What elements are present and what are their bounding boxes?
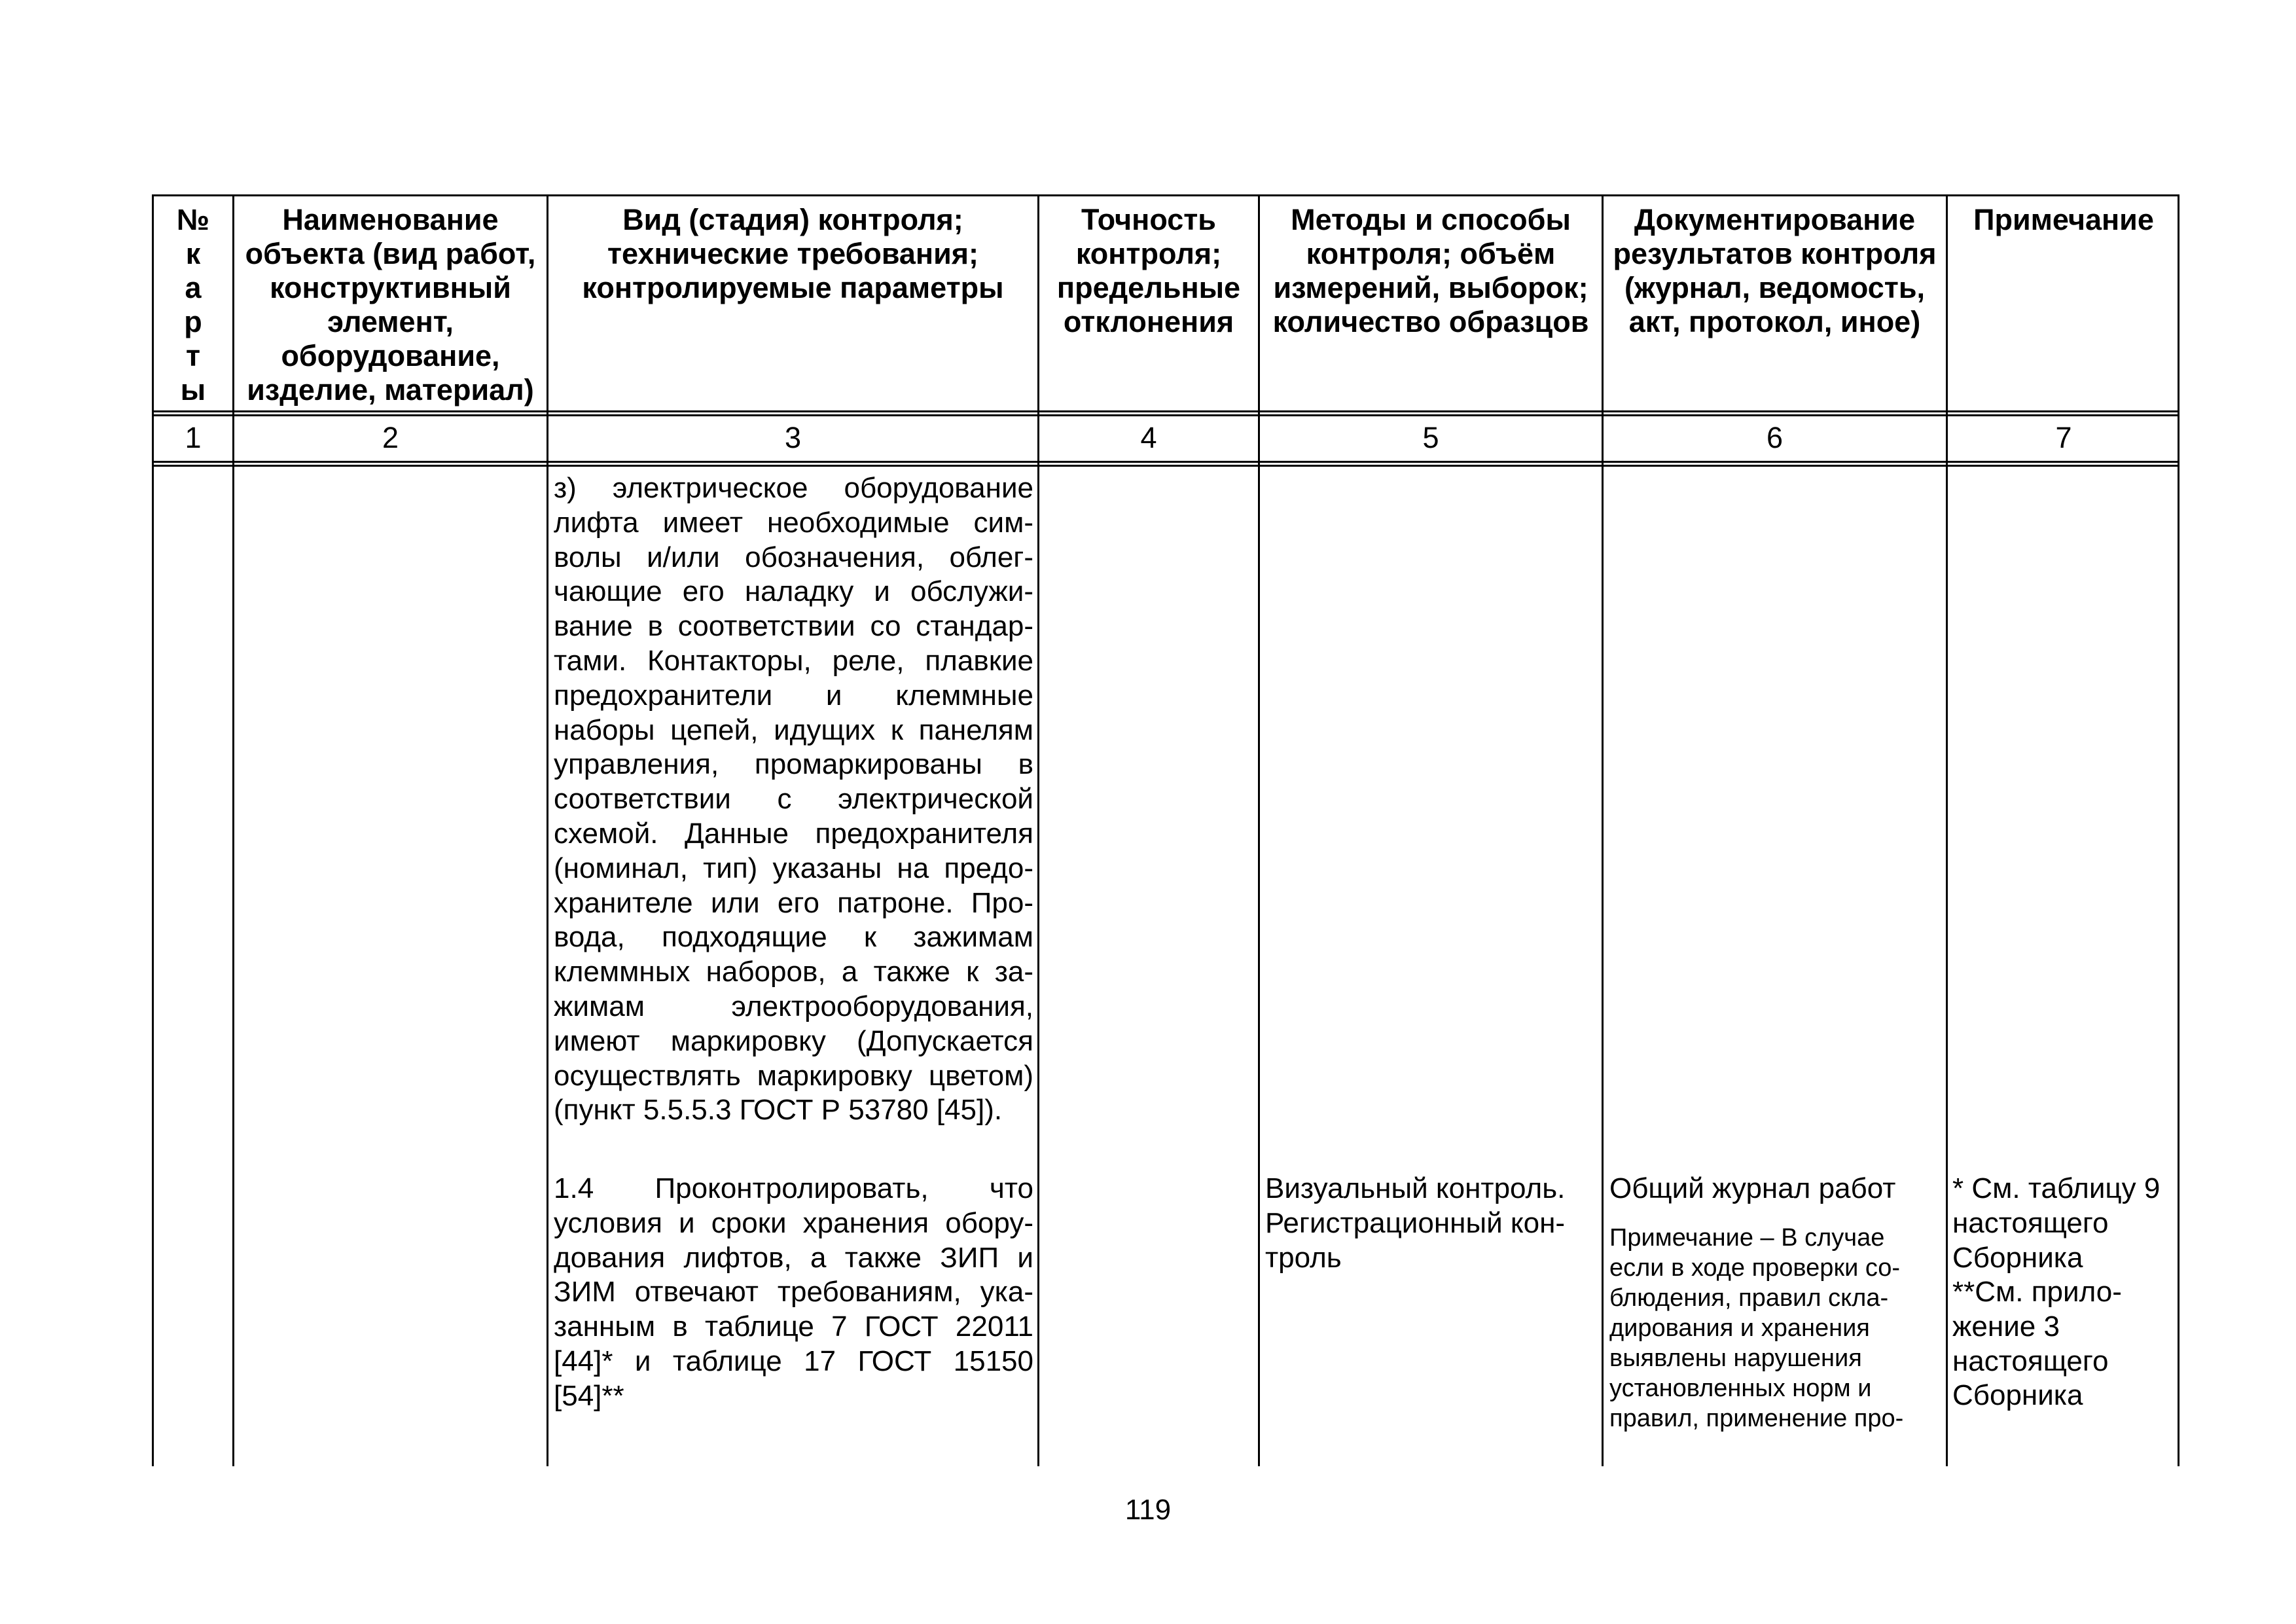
documentation-note: Примечание – В случае если в ходе проверки соблюдения, правил складирования и хранения выявлены нарушения установленных норм и правил, применение про- xyxy=(1609,1224,1904,1432)
header-note: Примечание xyxy=(1973,203,2154,236)
header-documentation: Документирование результатов контроля (журнал, ведомость, акт, протокол, иное) xyxy=(1613,203,1937,338)
column-number: 6 xyxy=(1766,421,1784,454)
header-methods: Методы и способы контроля; объём измерений, выборок; количество образцов xyxy=(1272,203,1589,338)
column-number: 2 xyxy=(382,421,399,454)
column-number: 1 xyxy=(185,421,202,454)
column-number: 3 xyxy=(784,421,802,454)
numbers-bottom-double-line xyxy=(154,461,2178,463)
col-divider xyxy=(1037,196,1039,1466)
control-method: Визуальный контроль. Регистрационный контроль xyxy=(1265,1172,1566,1274)
header-bottom-double-line xyxy=(154,410,2178,412)
column-number: 7 xyxy=(2055,421,2072,454)
requirement-paragraph-z: з) электрическое оборудование лифта имеет необходимые символы и/или обозначения, облегчающие его наладку и обслуживание в соответствии со стандартами. Контакторы, реле, плавкие предохранители и клеммные наборы цепей, идущих к панелям управления, промаркированы в соответствии с электрической схемой. Данные предохранителя (номинал, тип) указаны на предохранителе или его патроне. Провода, подходящие к зажимам клеммных наборов, а также к зажимам электрооборудования, имеют маркировку (Допускается осуществлять маркировку цветом) (пункт 5.5.5.3 ГОСТ Р 53780 [45]). xyxy=(554,472,1033,1127)
col-divider xyxy=(547,196,548,1466)
col-divider xyxy=(1602,196,1604,1466)
numbers-bottom-double-line xyxy=(154,465,2178,467)
col-divider xyxy=(1258,196,1260,1466)
requirement-paragraph-1-4: 1.4 Проконтролировать, что условия и сроки хранения оборудования лифтов, а также ЗИП и ЗИМ отвечают требованиям, указанным в таблице 7 ГОСТ 22011 [44]* и таблице 17 ГОСТ 15150 [54]** xyxy=(554,1172,1033,1412)
header-card-number: № к а р т ы xyxy=(176,203,210,406)
documentation-journal: Общий журнал работ xyxy=(1609,1172,1896,1204)
header-object-name: Наименование объекта (вид работ, конструктивный элемент, оборудование, изделие, материал) xyxy=(245,203,536,406)
column-number: 4 xyxy=(1140,421,1157,454)
note-see-table-9: * См. таблицу 9 настоящего Сборника xyxy=(1952,1172,2161,1274)
page-number: 119 xyxy=(1124,1494,1172,1526)
col-divider xyxy=(1946,196,1948,1466)
note-see-appendix-3: **См. приложение 3 настоящего Сборника xyxy=(1952,1276,2122,1412)
header-accuracy: Точность контроля; предельные отклонения xyxy=(1056,203,1241,338)
column-number: 5 xyxy=(1422,421,1439,454)
header-control-type: Вид (стадия) контроля; технические требования; контролируемые параметры xyxy=(582,203,1004,304)
control-table xyxy=(152,194,2179,1466)
